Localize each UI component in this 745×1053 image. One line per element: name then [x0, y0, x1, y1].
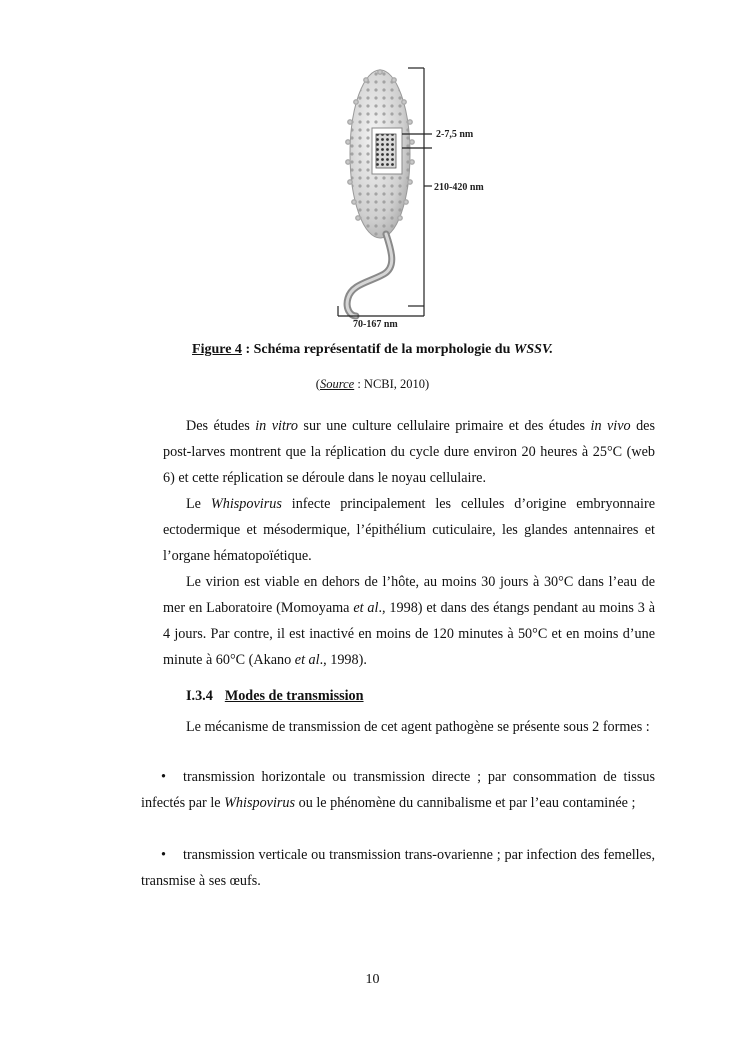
paragraph-target-cells	[163, 491, 655, 569]
b2-text: transmission verticale ou transmission trans-ovarienne ; par infection des femelles, transmise à ses œufs.	[141, 847, 655, 889]
figure-caption	[0, 342, 745, 358]
source-open-paren: (	[315, 377, 320, 391]
b1-text-c: ou le phénomène du cannibalisme et par l’eau contaminée ;	[295, 795, 636, 811]
dim-label-core: 2-7,5 nm	[436, 129, 474, 140]
intro-text: Le mécanisme de transmission de cet agent pathogène se présente sous 2 formes :	[186, 719, 650, 735]
bullet-symbol: •	[161, 847, 166, 863]
section-title: Modes de transmission	[224, 688, 364, 704]
virion-diagram	[300, 62, 500, 334]
p3-et-al-2: et al	[294, 652, 320, 668]
caption-text: : Schéma représentatif de la morphologie du	[241, 342, 514, 357]
list-item-vertical	[141, 842, 655, 894]
page-number: 10	[365, 972, 380, 987]
p2-text-c: infecte principalement les cellules d’origine embryonnaire ectodermique et mésodermique, l’épithélium cuticulaire, les glandes antennaires et l’organe hématopoïétique.	[163, 496, 655, 564]
p3-text-c: ., 1998) et dans des étangs pendant au moins 3 à 4 jours. Par contre, il est inactivé en moins de 120 minutes à 50°C et en moins d’une minute à 60°C (Akano	[163, 600, 655, 668]
section-heading	[186, 688, 364, 705]
wssv-morphology-figure	[300, 62, 500, 334]
dim-label-width: 70-167 nm	[353, 319, 398, 330]
source-text: : NCBI, 2010)	[354, 377, 430, 391]
paragraph-viability	[163, 569, 655, 673]
p2-text-a: Le	[186, 496, 211, 512]
paragraph-replication	[163, 413, 655, 491]
b1-whispovirus: Whispovirus	[224, 795, 296, 811]
p3-et-al-1: et al	[353, 600, 379, 616]
p3-text-a: Le virion est viable en dehors de l’hôte, au moins 30 jours à 30°C dans l’eau de mer en Laboratoire (Momoyama	[163, 574, 655, 616]
section-number: I.3.4	[186, 688, 213, 704]
list-item-horizontal	[141, 764, 655, 816]
nucleocapsid-core	[372, 128, 402, 174]
bullet-symbol: •	[161, 769, 166, 785]
dim-label-length: 210-420 nm	[434, 182, 484, 193]
p3-text-e: ., 1998).	[319, 652, 367, 668]
p1-text-c: sur une culture cellulaire primaire et des études	[297, 418, 591, 434]
p1-text-a: Des études	[186, 418, 256, 434]
p1-text-e: des post-larves montrent que la réplication du cycle dure environ 20 heures à 25°C (web 6) et cette réplication se déroule dans le noyau cellulaire.	[163, 418, 655, 486]
p2-whispovirus: Whispovirus	[210, 496, 282, 512]
b1-text-a: transmission horizontale ou transmission directe ; par consommation de tissus infectés par le	[141, 769, 655, 811]
p1-in-vitro: in vitro	[255, 418, 298, 434]
p1-in-vivo: in vivo	[590, 418, 631, 434]
paragraph-transmission-intro	[141, 714, 655, 740]
figure-source	[0, 377, 745, 392]
caption-species: WSSV.	[513, 342, 553, 357]
source-label: Source	[319, 377, 355, 391]
figure-reference: Figure 4	[192, 342, 242, 357]
